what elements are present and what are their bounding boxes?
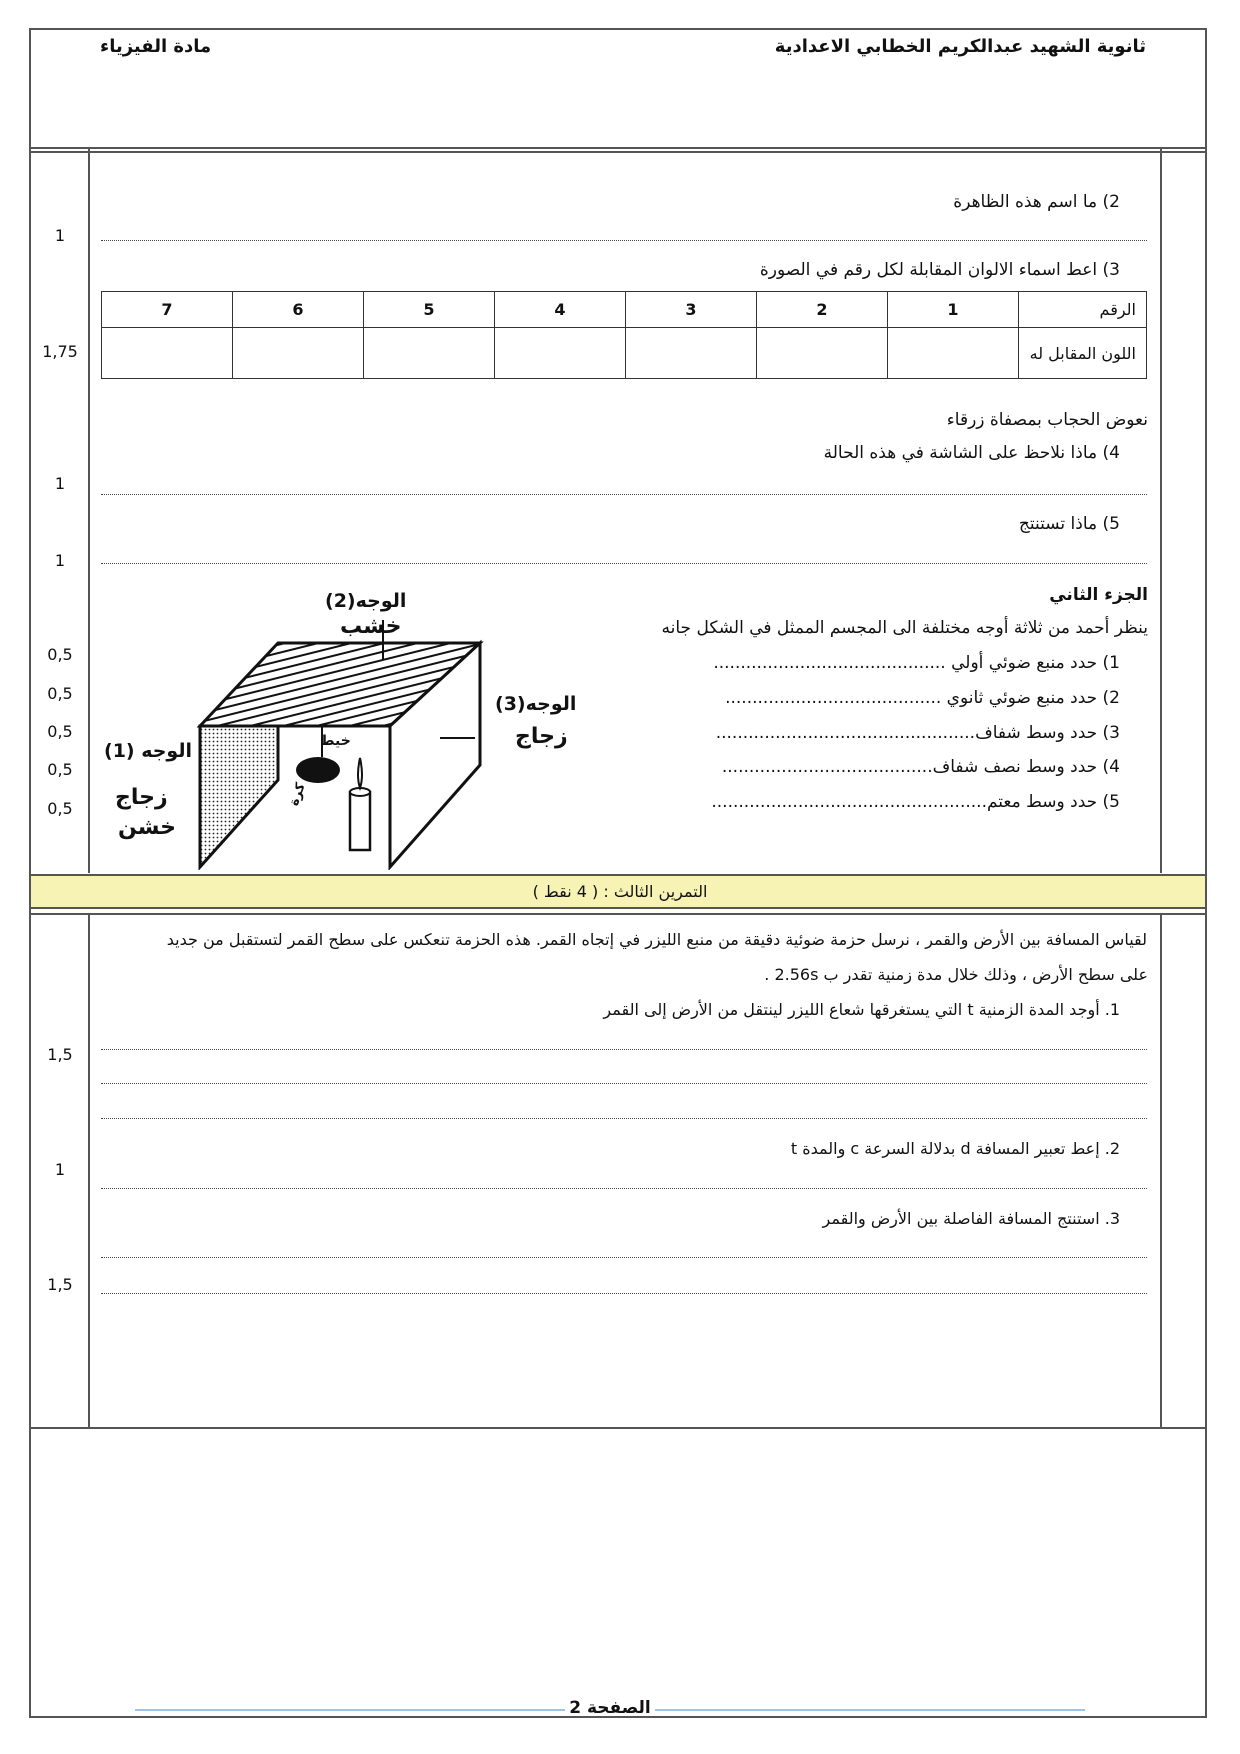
cell-number-1: 1 — [888, 292, 1019, 328]
exercise3-title: التمرين الثالث : ( 4 نقط ) — [532, 882, 708, 901]
answer-line — [101, 1083, 1147, 1084]
cell-color-2[interactable] — [757, 328, 888, 379]
question-2: 2) ما اسم هذه الظاهرة — [953, 192, 1120, 212]
exercise3-intro-line2: على سطح الأرض ، وذلك خلال مدة زمنية تقدر ب 2.56s . — [764, 965, 1148, 984]
face3-label: الوجه(3) — [495, 693, 577, 715]
cell-number-4: 4 — [495, 292, 626, 328]
cell-number-3: 3 — [626, 292, 757, 328]
score: 1,5 — [47, 1045, 73, 1064]
answer-line — [101, 494, 1147, 495]
cell-color-4[interactable] — [495, 328, 626, 379]
question-5: 5) ماذا تستنتج — [1018, 514, 1120, 534]
row-label-number: الرقم — [1019, 292, 1147, 328]
answer-line — [101, 1188, 1147, 1189]
subject-name: مادة الفيزياء — [100, 36, 212, 57]
face3-material: زجاج — [515, 724, 568, 749]
thread-label: خيط — [320, 733, 351, 749]
right-margin-border — [1160, 149, 1162, 873]
candle — [350, 792, 370, 850]
answer-line — [101, 1257, 1147, 1258]
cell-number-2: 2 — [757, 292, 888, 328]
numbers-row — [102, 292, 1147, 328]
cell-color-5[interactable] — [364, 328, 495, 379]
answer-line — [101, 1049, 1147, 1050]
colors-table — [101, 291, 1147, 379]
face2-material: خشب — [340, 614, 402, 639]
ball-label: كرة — [286, 780, 309, 809]
answer-line — [101, 563, 1147, 564]
exercise3-q2: 2. إعط تعبير المسافة d بدلالة السرعة c والمدة t — [790, 1139, 1120, 1158]
row-label-color: اللون المقابل له — [1019, 328, 1147, 379]
part2-item-1: 1) حدد منبع ضوئي أولي ........................................... — [713, 653, 1120, 673]
left-face-rough-glass — [200, 726, 278, 867]
score: 1,75 — [42, 342, 78, 361]
cell-color-6[interactable] — [233, 328, 364, 379]
cell-color-7[interactable] — [102, 328, 233, 379]
header-divider — [29, 147, 1207, 149]
part2-item-4: 4) حدد وسط نصف شفاف....................................... — [721, 757, 1120, 777]
part2-title: الجزء الثاني — [1049, 585, 1148, 605]
section-divider-2 — [29, 913, 1207, 915]
face1-material-a: زجاج — [115, 785, 168, 810]
section-bottom — [29, 1427, 1207, 1429]
school-name: ثانوية الشهيد عبدالكريم الخطابي الاعدادية — [774, 36, 1146, 57]
ball — [296, 757, 340, 783]
score: 1 — [54, 1160, 66, 1179]
answer-line — [101, 240, 1147, 241]
score: 0,5 — [47, 684, 73, 703]
colors-row — [102, 328, 1147, 379]
exercise3-q1: 1. أوجد المدة الزمنية t التي يستغرقها شعاع الليزر لينتقل من الأرض إلى القمر — [603, 1000, 1120, 1019]
part2-intro: ينظر أحمد من ثلاثة أوجه مختلفة الى المجسم الممثل في الشكل جانه — [661, 618, 1148, 638]
part2-item-5: 5) حدد وسط معتم................................................... — [711, 792, 1120, 812]
page-frame — [29, 28, 1207, 1718]
score: 1,5 — [47, 1275, 73, 1294]
cell-color-1[interactable] — [888, 328, 1019, 379]
question-3: 3) اعط اسماء الالوان المقابلة لكل رقم في الصورة — [759, 260, 1120, 280]
right-margin-border-2 — [1160, 913, 1162, 1427]
face1-material-b: خشن — [118, 815, 177, 840]
section-divider — [29, 151, 1207, 153]
exercise3-q3: 3. استنتج المسافة الفاصلة بين الأرض والقمر — [822, 1209, 1120, 1228]
cell-number-5: 5 — [364, 292, 495, 328]
score: 1 — [54, 226, 66, 245]
score: 0,5 — [47, 760, 73, 779]
face2-label: الوجه(2) — [325, 590, 407, 612]
cell-number-6: 6 — [233, 292, 364, 328]
score: 0,5 — [47, 799, 73, 818]
exercise3-intro-line1: لقياس المسافة بين الأرض والقمر ، نرسل حزمة ضوئية دقيقة من منبع الليزر في إتجاه القمر. هذه الحزمة تنعكس على سطح القمر لتستقبل من جديد — [166, 930, 1147, 949]
answer-line — [101, 1293, 1147, 1294]
part2-item-3: 3) حدد وسط شفاف................................................ — [715, 723, 1120, 743]
score: 0,5 — [47, 722, 73, 741]
cell-number-7: 7 — [102, 292, 233, 328]
score: 0,5 — [47, 645, 73, 664]
footer-line-left — [135, 1709, 565, 1711]
page-number: الصفحة 2 — [569, 1698, 651, 1718]
score: 1 — [54, 474, 66, 493]
score: 1 — [54, 551, 66, 570]
face1-label: الوجه (1) — [104, 740, 192, 762]
question-4: 4) ماذا نلاحظ على الشاشة في هذه الحالة — [823, 443, 1120, 463]
footer-line-right — [655, 1709, 1085, 1711]
filter-note: نعوض الحجاب بمصفاة زرقاء — [946, 410, 1148, 430]
cell-color-3[interactable] — [626, 328, 757, 379]
answer-line — [101, 1118, 1147, 1119]
part2-item-2: 2) حدد منبع ضوئي ثانوي ........................................ — [725, 688, 1120, 708]
